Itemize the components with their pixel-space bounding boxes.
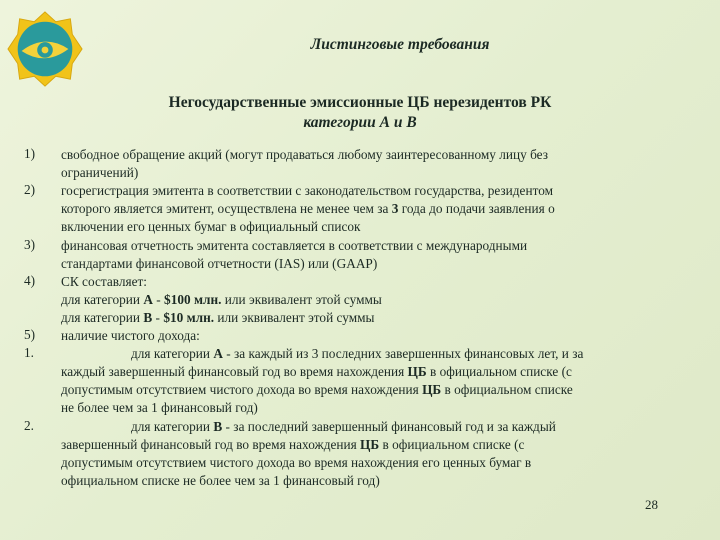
- item-text-line: завершенный финансовый год во время нахождения ЦБ в официальном списке (с: [61, 436, 525, 452]
- item-text-line: наличие чистого дохода:: [61, 328, 200, 343]
- item-text-line: стандартами финансовой отчетности (IAS) или (GAAP): [61, 255, 378, 271]
- item-text-line: свободное обращение акций (могут продаваться любому заинтересованному лицу без: [61, 147, 548, 162]
- item-text-line: включении его ценных бумаг в официальный список: [61, 219, 361, 235]
- item-text-line: для категории А - за каждый из 3 последних завершенных финансовых лет, и за: [131, 346, 584, 362]
- item-text-line: СК составляет:: [61, 273, 147, 289]
- page-title: Листинговые требования: [310, 36, 490, 53]
- item-marker: 3): [24, 236, 36, 252]
- logo-icon: [6, 10, 84, 88]
- item-text-line: каждый завершенный финансовый год во время нахождения ЦБ в официальном списке (с: [61, 364, 572, 380]
- item-text-line: для категории В - за последний завершенный финансовый год и за каждый: [131, 418, 556, 434]
- item-text-line: для категории В - $10 млн. или эквивалент этой суммы: [61, 309, 375, 325]
- subtitle-line-1: Негосударственные эмиссионные ЦБ нерезидентов РК: [168, 94, 552, 111]
- item-text-line: для категории А - $100 млн. или эквивалент этой суммы: [61, 291, 382, 307]
- item-text-line: не более чем за 1 финансовый год): [61, 400, 258, 416]
- item-text-line: допустимым отсутствием чистого дохода во время нахождения ЦБ в официальном списке: [61, 382, 573, 398]
- subtitle-line-2: категории А и В: [303, 114, 417, 131]
- item-marker: 1.: [24, 345, 34, 361]
- item-text-line: которого является эмитент, осуществлена не менее чем за 3 года до подачи заявления о: [61, 201, 555, 217]
- item-text-line: официальном списке не более чем за 1 финансовый год): [61, 472, 380, 488]
- page-subtitle: [60, 93, 660, 133]
- item-marker: 4): [24, 272, 36, 288]
- item-marker: 2): [24, 182, 36, 198]
- item-marker: 5): [24, 327, 36, 342]
- item-text-line: госрегистрация эмитента в соответствии с законодательством государства, резидентом: [61, 183, 554, 199]
- item-marker: 1): [24, 146, 36, 161]
- item-text-line: финансовая отчетность эмитента составляется в соответствии с международными: [61, 237, 528, 253]
- item-marker: 2.: [24, 417, 34, 433]
- item-text-line: допустимым отсутствием чистого дохода во время нахождения его ценных бумаг в: [61, 454, 532, 470]
- item-text-line: ограничений): [61, 165, 139, 181]
- page-number: 28: [645, 497, 658, 512]
